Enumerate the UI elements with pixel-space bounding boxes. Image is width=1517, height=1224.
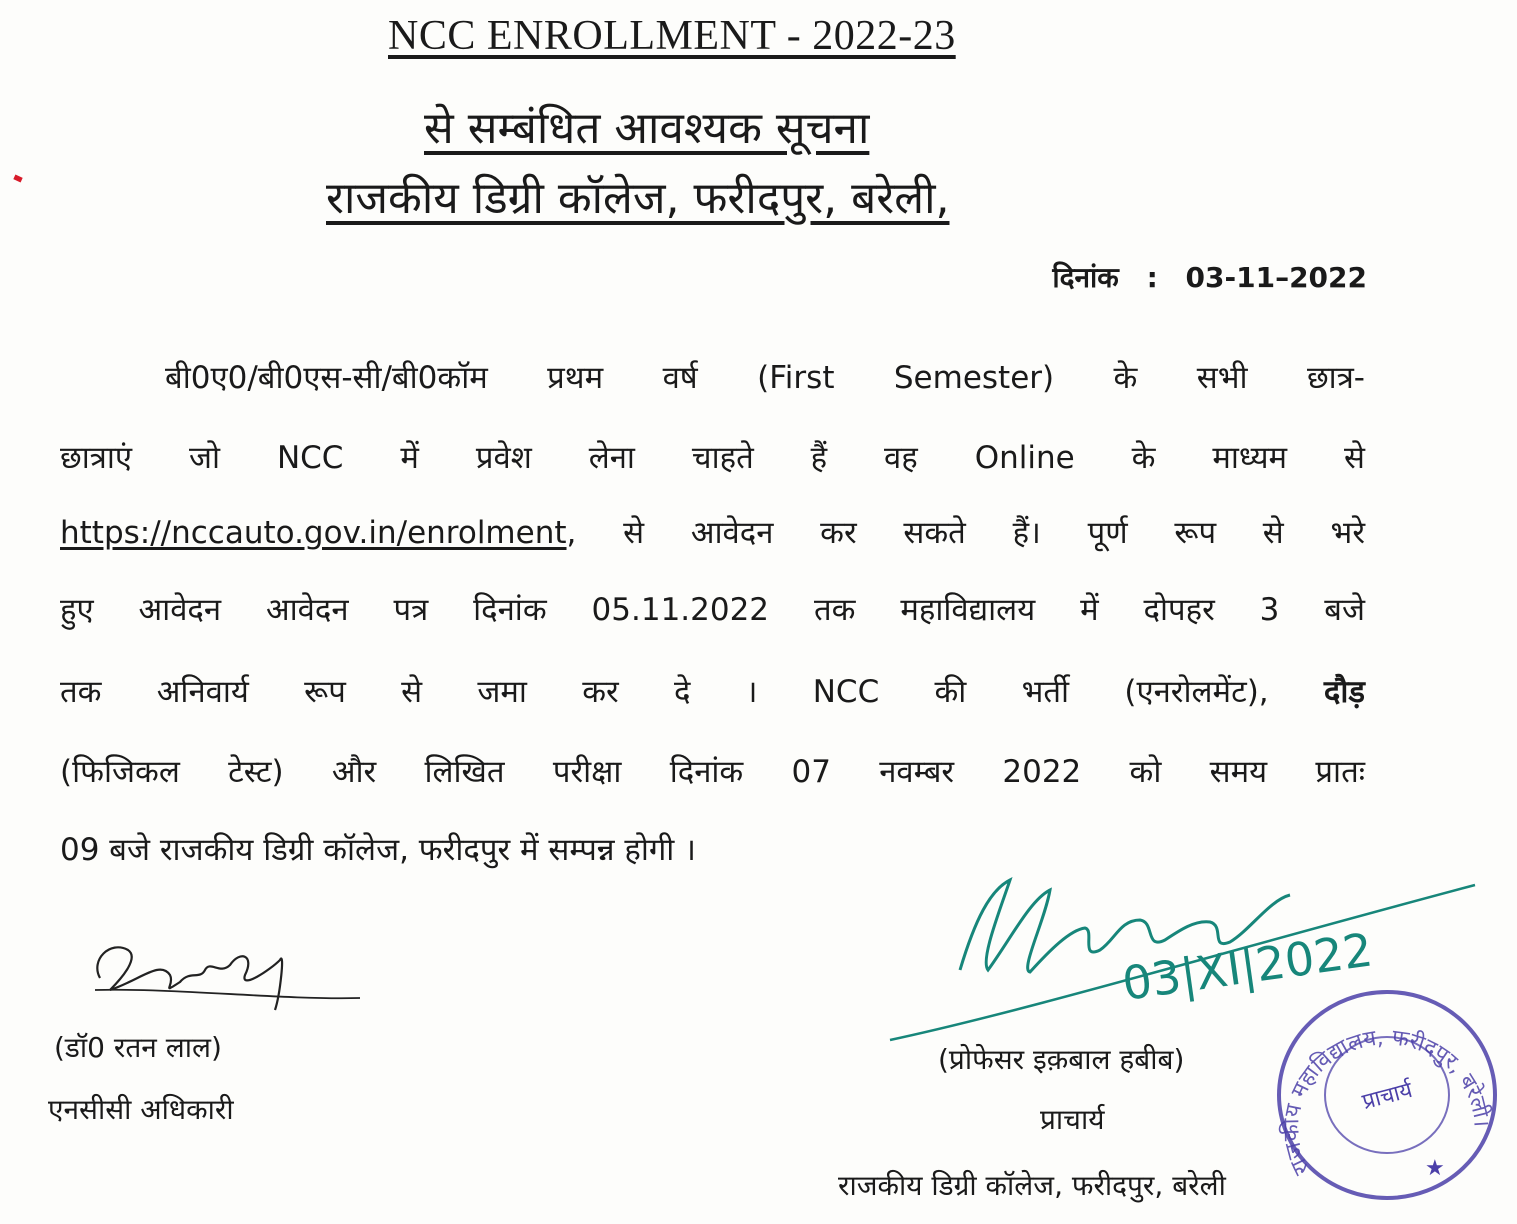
stamp-center-text: प्राचार्य — [1359, 1077, 1416, 1116]
body-line-2: छात्राएं जो NCC में प्रवेश लेना चाहते हैं वह Online के माध्यम से — [60, 440, 1365, 476]
body-line-6: (फिजिकल टेस्ट) और लिखित परीक्षा दिनांक 07 नवम्बर 2022 को समय प्रातः — [60, 754, 1365, 790]
body-line-5 — [60, 672, 1365, 712]
body-line-7: 09 बजे राजकीय डिग्री कॉलेज, फरीदपुर में सम्पन्न होगी । — [60, 832, 696, 868]
document-subtitle-hindi: से सम्बंधित आवश्यक सूचना — [424, 103, 870, 154]
enrolment-link[interactable]: https://nccauto.gov.in/enrolment — [60, 515, 567, 551]
date-value: 03-11–2022 — [1185, 261, 1367, 294]
body-line-4: हुए आवेदन आवेदन पत्र दिनांक 05.11.2022 तक महाविद्यालय में दोपहर 3 बजे — [60, 592, 1365, 628]
body-line-1: बी0ए0/बी0एस-सी/बी0कॉम प्रथम वर्ष (First Semester) के सभी छात्र- — [165, 360, 1365, 396]
date-line — [1052, 258, 1367, 296]
document-title-english: NCC ENROLLMENT - 2022-23 — [388, 13, 956, 59]
college-name-heading: राजकीय डिग्री कॉलेज, फरीदपुर, बरेली, — [326, 173, 950, 224]
left-signatory-designation: एनसीसी अधिकारी — [48, 1093, 234, 1126]
date-separator: : — [1146, 261, 1158, 294]
handwritten-date: 03|XI|2022 — [1119, 922, 1376, 1011]
red-mark — [13, 175, 22, 183]
left-signatory-name: (डॉ0 रतन लाल) — [54, 1031, 222, 1064]
left-signature-image — [80, 920, 380, 1030]
body-line-5-bold: दौड़ — [1323, 674, 1365, 710]
right-signatory-designation: प्राचार्य — [1040, 1103, 1105, 1136]
star-icon: ★ — [1425, 1156, 1445, 1181]
official-stamp — [1270, 985, 1505, 1205]
body-line-3-text: , से आवेदन कर सकते हैं। पूर्ण रूप से भरे — [566, 515, 1365, 551]
date-label: दिनांक — [1052, 261, 1119, 294]
right-signatory-name: (प्रोफेसर इक़बाल हबीब) — [938, 1043, 1185, 1076]
body-line-3 — [60, 513, 1365, 553]
right-signatory-institution: राजकीय डिग्री कॉलेज, फरीदपुर, बरेली — [838, 1169, 1226, 1202]
stamp-ring-text: राजकीय महाविद्यालय, फरीदपुर, बरेली। — [1279, 1025, 1494, 1179]
body-line-5-text: तक अनिवार्य रूप से जमा कर दे । NCC की भर्ती (एनरोलमेंट), — [60, 674, 1269, 710]
